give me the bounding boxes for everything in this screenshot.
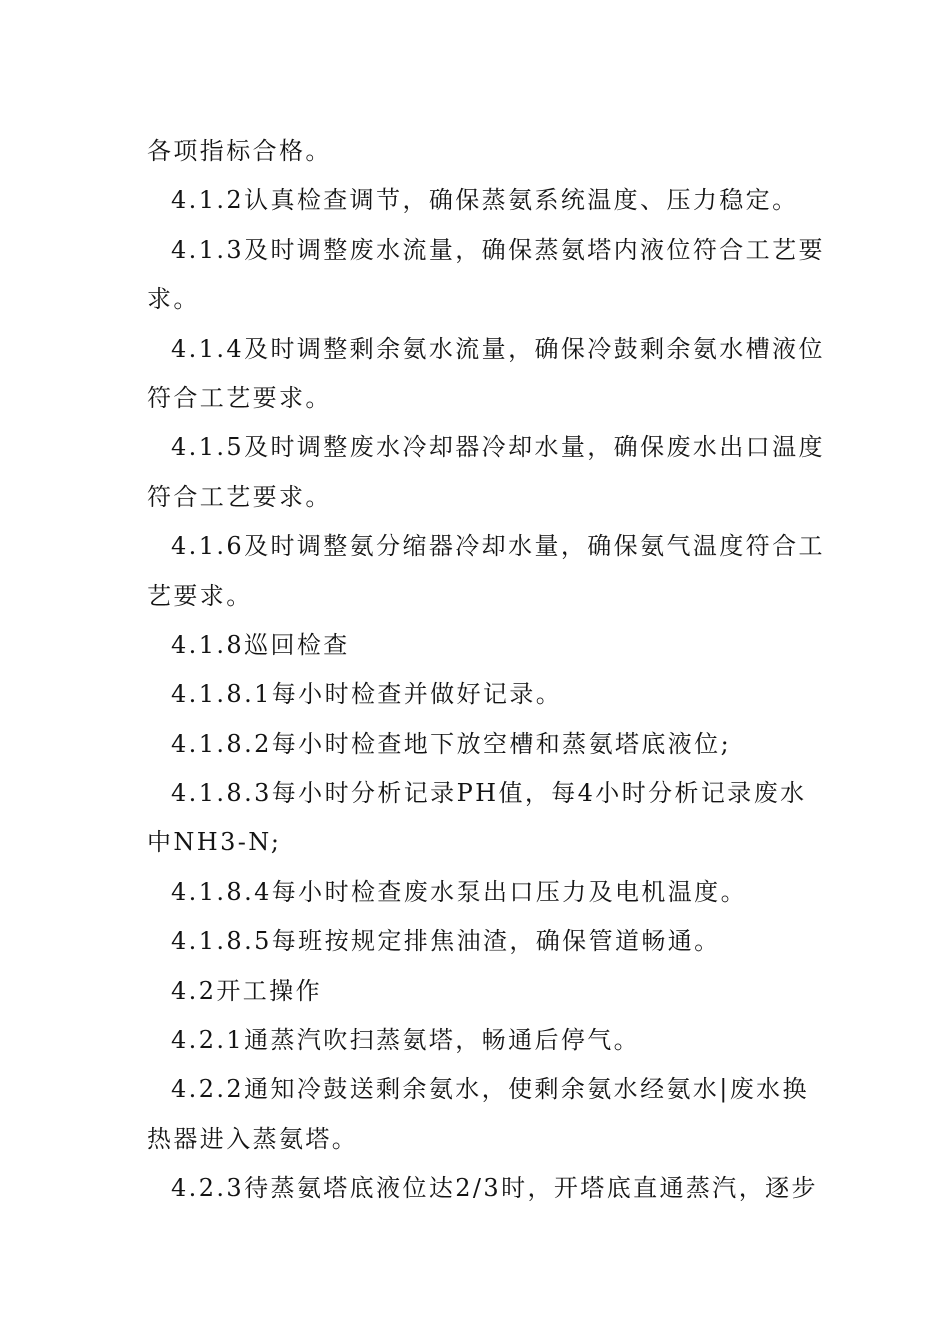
text-line: 4.2.1通蒸汽吹扫蒸氨塔，畅通后停气。 bbox=[171, 1026, 641, 1055]
text-line: 各项指标合格。 bbox=[147, 137, 332, 165]
text-line: 符合工艺要求。 bbox=[147, 383, 332, 412]
section-heading: 4.2开工操作 bbox=[171, 976, 322, 1005]
document-body bbox=[147, 131, 825, 1218]
text-line: 4.1.5及时调整废水冷却器冷却水量，确保废水出口温度 bbox=[171, 433, 825, 462]
text-line: 艺要求。 bbox=[147, 581, 253, 610]
text-line: 中NH3-N; bbox=[147, 828, 282, 857]
section-heading: 4.1.8巡回检查 bbox=[171, 630, 350, 659]
text-line: 4.1.2认真检查调节，确保蒸氨系统温度、压力稳定。 bbox=[171, 186, 799, 215]
text-line: 4.1.8.5每班按规定排焦油渣，确保管道畅通。 bbox=[171, 927, 721, 956]
text-line: 4.1.8.2每小时检查地下放空槽和蒸氨塔底液位; bbox=[171, 729, 732, 758]
text-line: 求。 bbox=[147, 285, 200, 314]
text-line: 4.2.3待蒸氨塔底液位达2/3时，开塔底直通蒸汽，逐步 bbox=[171, 1174, 818, 1203]
text-line: 4.1.4及时调整剩余氨水流量，确保冷鼓剩余氨水槽液位 bbox=[171, 334, 825, 363]
text-line: 4.1.8.4每小时检查废水泵出口压力及电机温度。 bbox=[171, 877, 747, 906]
text-line: 符合工艺要求。 bbox=[147, 482, 332, 511]
text-line: 4.2.2通知冷鼓送剩余氨水，使剩余氨水经氨水|废水换 bbox=[171, 1075, 809, 1104]
text-line: 4.1.6及时调整氨分缩器冷却水量，确保氨气温度符合工 bbox=[171, 532, 825, 561]
text-line: 4.1.8.1每小时检查并做好记录。 bbox=[171, 680, 563, 709]
text-line: 4.1.3及时调整废水流量，确保蒸氨塔内液位符合工艺要 bbox=[171, 235, 825, 264]
text-line: 4.1.8.3每小时分析记录PH值，每4小时分析记录废水 bbox=[171, 779, 807, 808]
text-line: 热器进入蒸氨塔。 bbox=[147, 1124, 359, 1153]
